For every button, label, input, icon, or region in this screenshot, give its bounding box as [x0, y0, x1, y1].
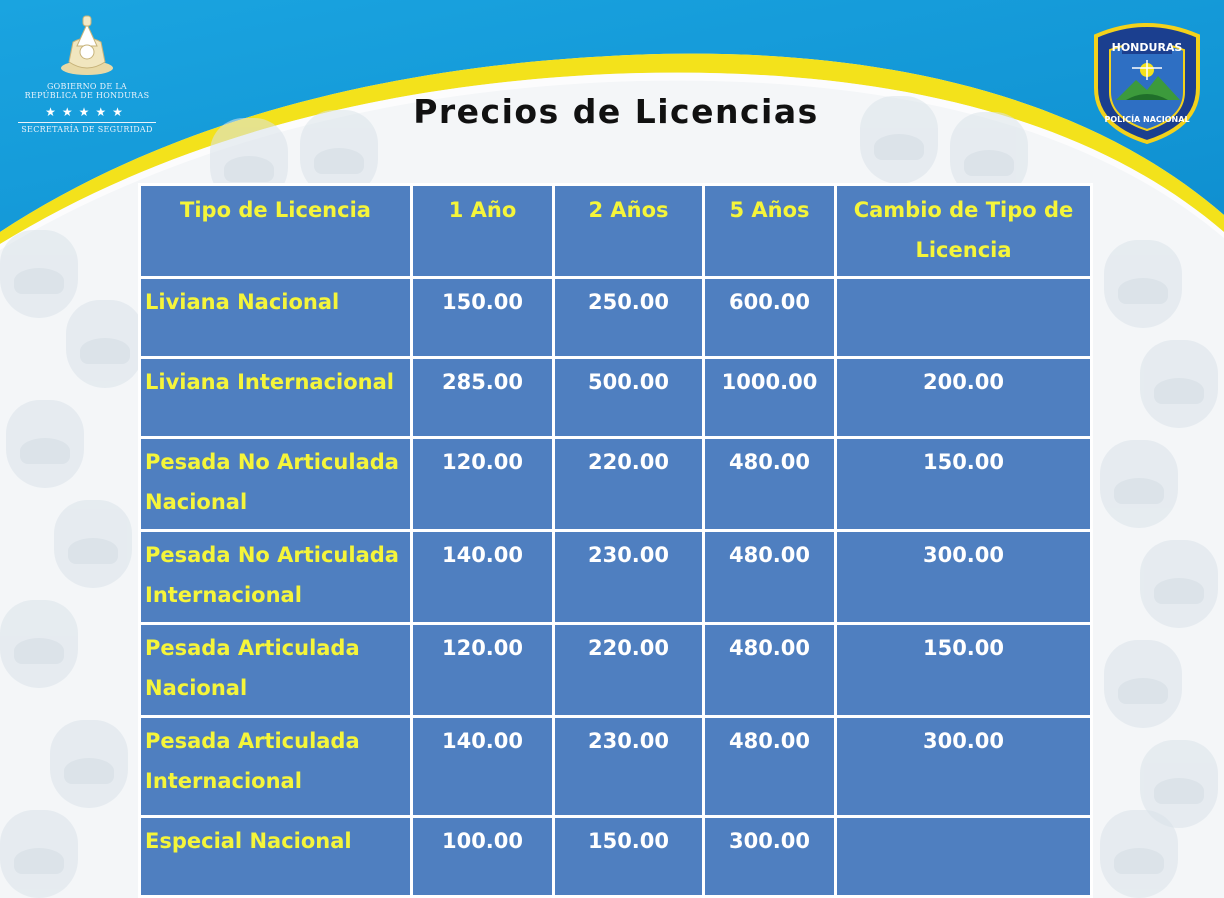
shield-watermark-icon — [1140, 340, 1218, 428]
license-type-cell: Pesada Articulada Internacional — [140, 717, 412, 817]
price-1-year-cell: 100.00 — [412, 817, 554, 897]
table-row — [140, 717, 1092, 817]
column-header-2-years: 2 Años — [554, 185, 704, 278]
column-header-license-type: Tipo de Licencia — [140, 185, 412, 278]
table-row — [140, 624, 1092, 717]
table-row — [140, 531, 1092, 624]
license-type-cell: Liviana Nacional — [140, 278, 412, 358]
price-2-years-cell: 220.00 — [554, 438, 704, 531]
type-change-price-cell: 150.00 — [836, 624, 1092, 717]
type-change-price-cell: 300.00 — [836, 717, 1092, 817]
shield-watermark-icon — [0, 600, 78, 688]
license-type-cell: Pesada Articulada Nacional — [140, 624, 412, 717]
license-price-table — [138, 183, 1093, 898]
price-2-years-cell: 230.00 — [554, 531, 704, 624]
price-5-years-cell: 1000.00 — [704, 358, 836, 438]
price-5-years-cell: 480.00 — [704, 438, 836, 531]
price-5-years-cell: 600.00 — [704, 278, 836, 358]
column-header-type-change: Cambio de Tipo de Licencia — [836, 185, 1092, 278]
shield-watermark-icon — [50, 720, 128, 808]
license-type-cell: Liviana Internacional — [140, 358, 412, 438]
price-2-years-cell: 500.00 — [554, 358, 704, 438]
table-row — [140, 278, 1092, 358]
shield-watermark-icon — [6, 400, 84, 488]
table-header-row — [140, 185, 1092, 278]
column-header-1-year: 1 Año — [412, 185, 554, 278]
type-change-price-cell — [836, 278, 1092, 358]
government-line-3: SECRETARÍA DE SEGURIDAD — [21, 125, 153, 134]
price-5-years-cell: 480.00 — [704, 531, 836, 624]
table-row — [140, 358, 1092, 438]
shield-watermark-icon — [1100, 440, 1178, 528]
price-5-years-cell: 300.00 — [704, 817, 836, 897]
government-line-1: GOBIERNO DE LA — [46, 82, 128, 91]
coat-of-arms-icon — [57, 12, 117, 78]
license-type-cell: Pesada No Articulada Nacional — [140, 438, 412, 531]
shield-watermark-icon — [0, 810, 78, 898]
price-2-years-cell: 150.00 — [554, 817, 704, 897]
badge-top-text: HONDURAS — [1111, 41, 1183, 54]
price-1-year-cell: 140.00 — [412, 717, 554, 817]
price-1-year-cell: 120.00 — [412, 624, 554, 717]
stars-row: ★★★★★ — [45, 105, 129, 119]
badge-bottom-text: POLICÍA NACIONAL — [1104, 115, 1190, 124]
price-1-year-cell: 140.00 — [412, 531, 554, 624]
shield-watermark-icon — [1104, 240, 1182, 328]
price-5-years-cell: 480.00 — [704, 624, 836, 717]
type-change-price-cell: 150.00 — [836, 438, 1092, 531]
price-1-year-cell: 285.00 — [412, 358, 554, 438]
government-line-2: REPÚBLICA DE HONDURAS — [24, 91, 150, 100]
shield-watermark-icon — [1100, 810, 1178, 898]
type-change-price-cell: 300.00 — [836, 531, 1092, 624]
type-change-price-cell — [836, 817, 1092, 897]
shield-watermark-icon — [0, 230, 78, 318]
price-2-years-cell: 220.00 — [554, 624, 704, 717]
price-5-years-cell: 480.00 — [704, 717, 836, 817]
table-row — [140, 817, 1092, 897]
price-1-year-cell: 120.00 — [412, 438, 554, 531]
license-type-cell: Pesada No Articulada Internacional — [140, 531, 412, 624]
shield-watermark-icon — [1104, 640, 1182, 728]
shield-watermark-icon — [66, 300, 144, 388]
price-1-year-cell: 150.00 — [412, 278, 554, 358]
page-title: Precios de Licencias — [413, 92, 819, 131]
price-2-years-cell: 250.00 — [554, 278, 704, 358]
type-change-price-cell: 200.00 — [836, 358, 1092, 438]
shield-watermark-icon — [1140, 540, 1218, 628]
price-2-years-cell: 230.00 — [554, 717, 704, 817]
table-row — [140, 438, 1092, 531]
shield-watermark-icon — [54, 500, 132, 588]
license-type-cell: Especial Nacional — [140, 817, 412, 897]
column-header-5-years: 5 Años — [704, 185, 836, 278]
